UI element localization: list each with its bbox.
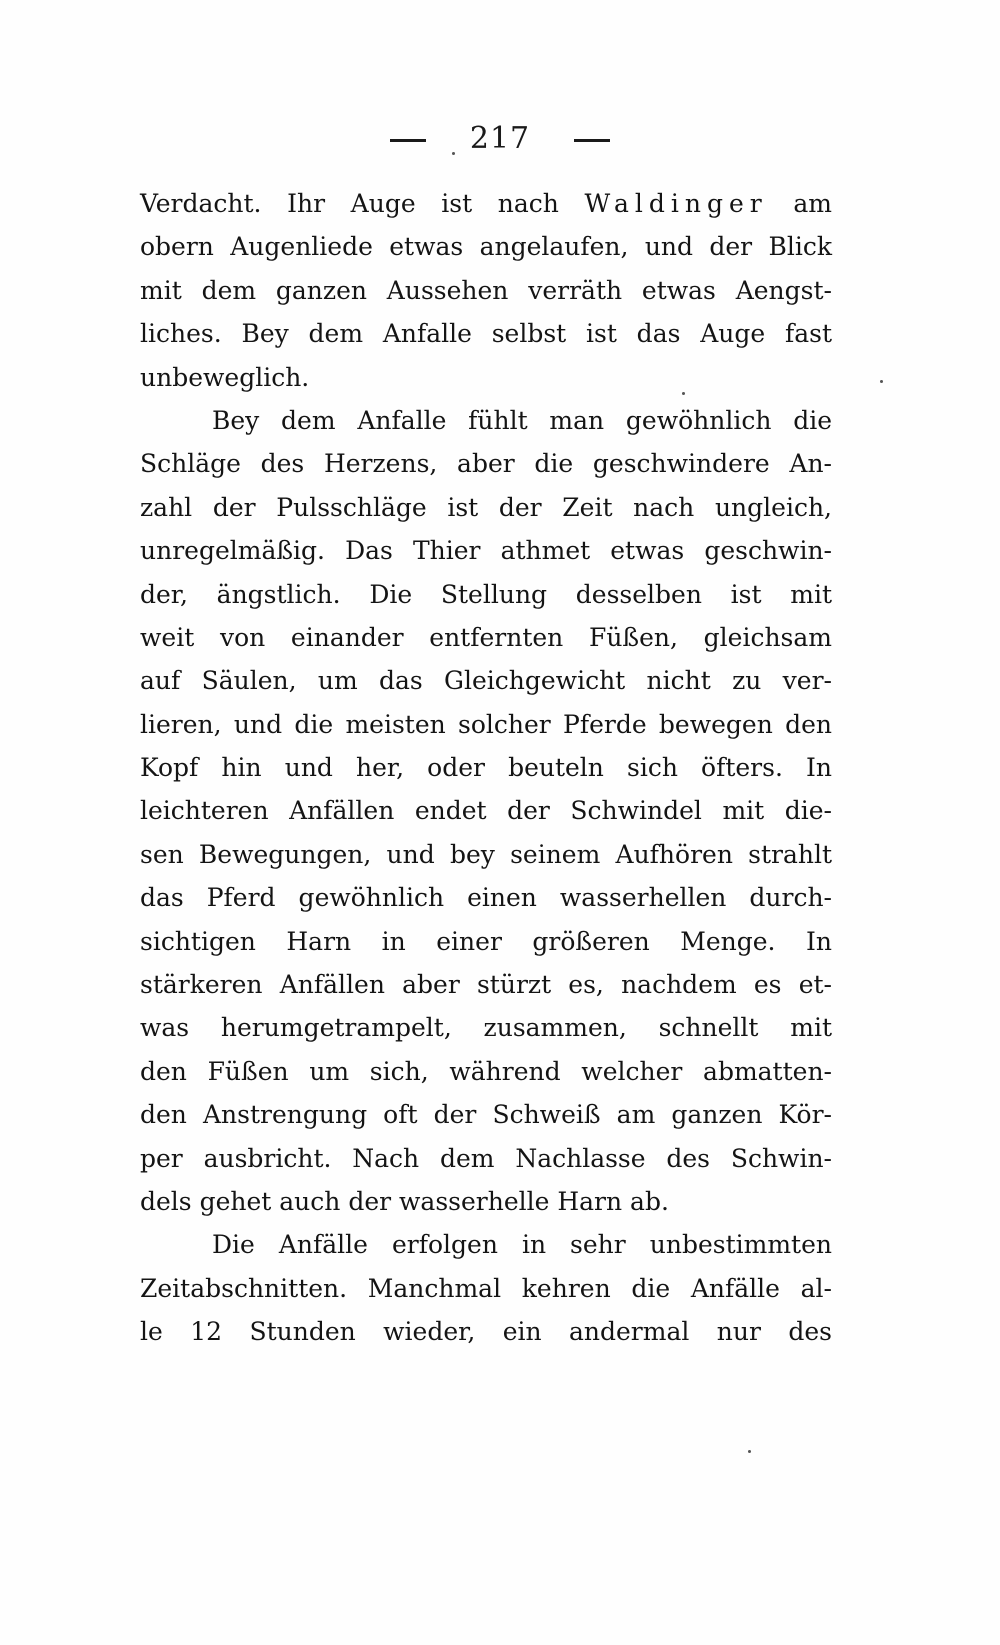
text-line: per ausbricht. Nach dem Nachlasse des Schwin- xyxy=(140,1143,832,1173)
scan-speck xyxy=(748,1450,751,1453)
paragraph-continuation xyxy=(140,182,832,399)
text-line: das Pferd gewöhnlich einen wasserhellen durch- xyxy=(140,883,832,913)
text-line: unbeweglich. xyxy=(140,362,310,392)
scan-speck xyxy=(682,392,685,395)
text-line: Die Anfälle erfolgen in sehr unbestimmten xyxy=(212,1230,832,1260)
text-line: was herumgetrampelt, zusammen, schnellt mit xyxy=(140,1013,832,1043)
text-line: liches. Bey dem Anfalle selbst ist das Auge fast xyxy=(140,319,832,349)
text-line: Zeitabschnitten. Manchmal kehren die Anfälle al- xyxy=(140,1273,832,1303)
text-line: stärkeren Anfällen aber stürzt es, nachdem es et- xyxy=(140,970,832,1000)
paragraph-symptoms xyxy=(140,399,832,1223)
text-line: zahl der Pulsschläge ist der Zeit nach ungleich, xyxy=(140,492,832,522)
text-line: sen Bewegungen, und bey seinem Aufhören strahlt xyxy=(140,839,832,869)
paragraph-attacks xyxy=(140,1223,832,1353)
text-line: Kopf hin und her, oder beuteln sich öfters. In xyxy=(140,753,832,783)
text-line: unregelmäßig. Das Thier athmet etwas geschwin- xyxy=(140,536,832,566)
text-line: weit von einander entfernten Füßen, gleichsam xyxy=(140,622,832,652)
text-line: auf Säulen, um das Gleichgewicht nicht zu ver- xyxy=(140,666,832,696)
text-line: Bey dem Anfalle fühlt man gewöhnlich die xyxy=(212,405,832,435)
text-line: obern Augenliede etwas angelaufen, und der Blick xyxy=(140,232,832,262)
text-line: den Füßen um sich, während welcher abmatten- xyxy=(140,1056,832,1086)
author-name: Waldinger xyxy=(584,189,768,218)
scan-speck xyxy=(452,152,455,155)
line-text: am xyxy=(767,189,832,218)
text-line: der, ängstlich. Die Stellung desselben ist mit xyxy=(140,579,832,609)
page-number: 217 xyxy=(469,120,531,156)
right-rule xyxy=(574,139,610,142)
line-text: Verdacht. Ihr Auge ist nach xyxy=(140,189,585,218)
text-line: dels gehet auch der wasserhelle Harn ab. xyxy=(140,1186,669,1216)
text-line: leichteren Anfällen endet der Schwindel mit die- xyxy=(140,796,832,826)
text-line: Schläge des Herzens, aber die geschwindere An- xyxy=(140,449,832,479)
page-header xyxy=(0,118,1000,158)
body-text xyxy=(140,182,832,1354)
scan-speck xyxy=(880,380,883,383)
text-line xyxy=(140,182,832,225)
text-line: le 12 Stunden wieder, ein andermal nur des xyxy=(140,1317,832,1347)
text-line: mit dem ganzen Aussehen verräth etwas Aengst- xyxy=(140,275,832,305)
left-rule xyxy=(390,139,426,142)
text-line: sichtigen Harn in einer größeren Menge. In xyxy=(140,926,832,956)
text-line: lieren, und die meisten solcher Pferde bewegen den xyxy=(140,709,832,739)
text-line: den Anstrengung oft der Schweiß am ganzen Kör- xyxy=(140,1100,832,1130)
